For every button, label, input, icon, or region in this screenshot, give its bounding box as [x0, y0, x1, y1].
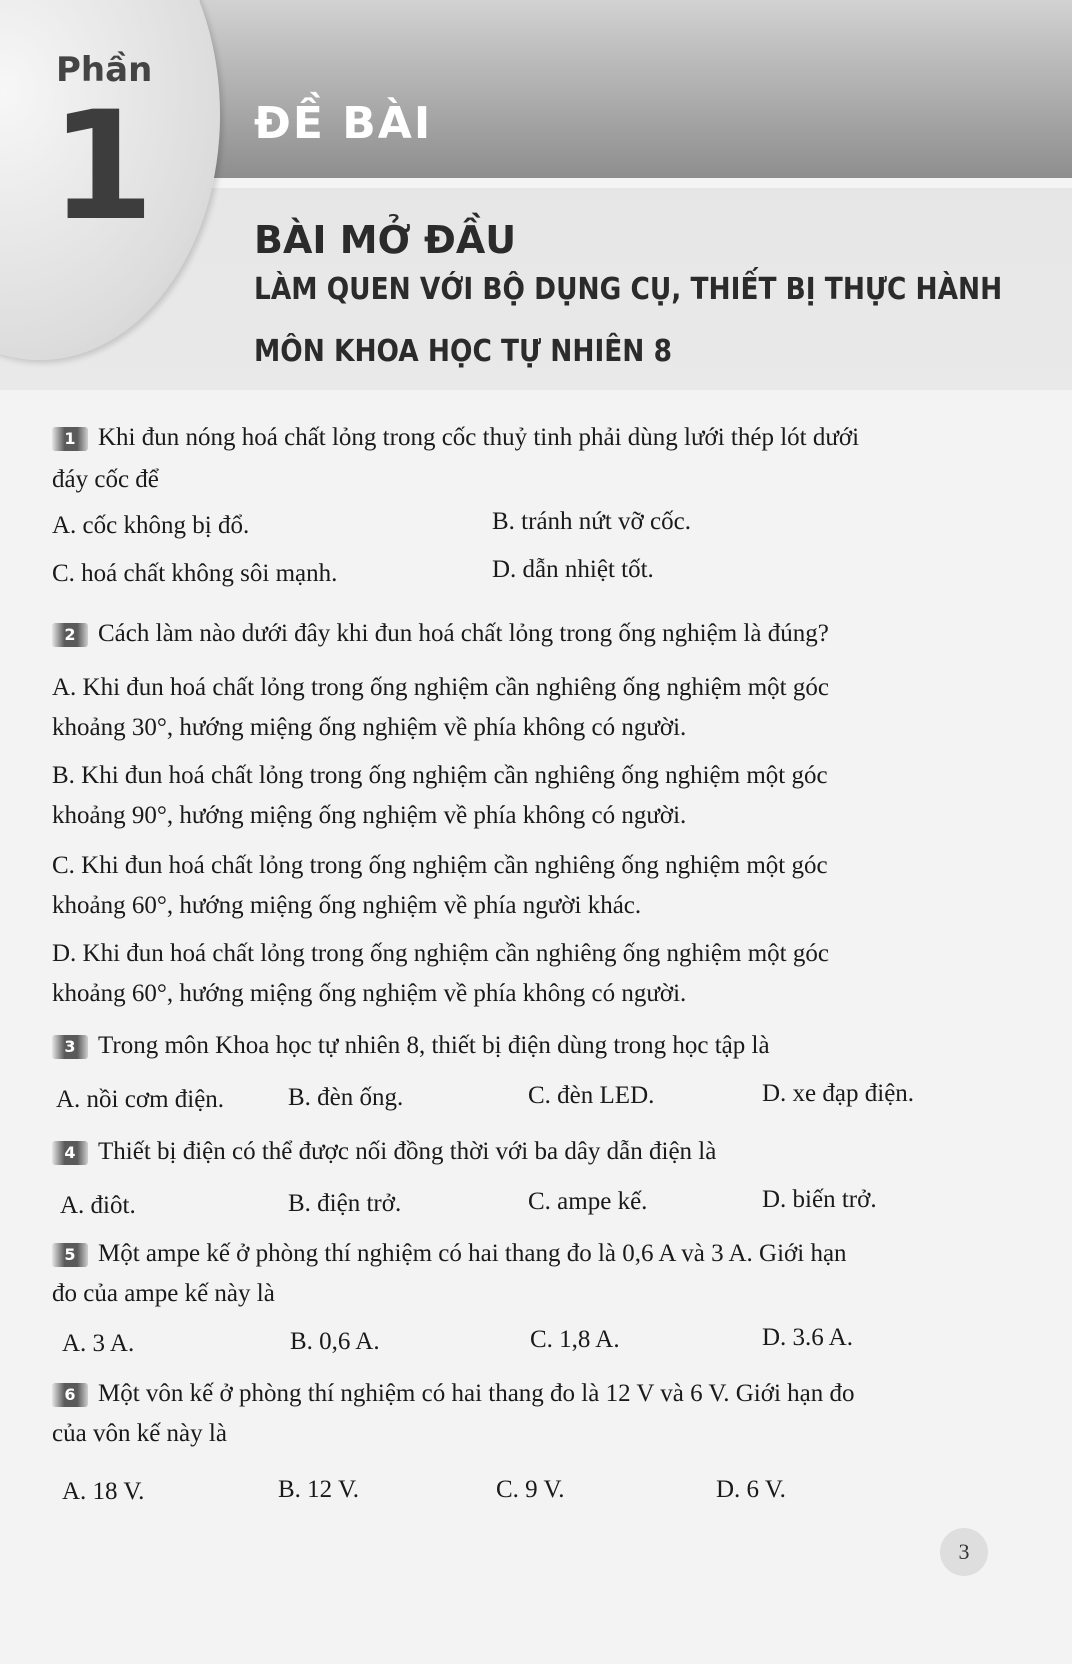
question-text: Thiết bị điện có thể được nối đồng thời với ba dây dẫn điện là	[98, 1138, 717, 1165]
question-text: Cách làm nào dưới đây khi đun hoá chất lỏng trong ống nghiệm là đúng?	[98, 620, 829, 647]
question-number-badge: 2	[52, 623, 88, 647]
question-number-badge: 6	[52, 1383, 88, 1407]
lesson-subtitle-line2: MÔN KHOA HỌC TỰ NHIÊN 8	[254, 334, 672, 369]
option-a: A. điôt.	[60, 1192, 136, 1219]
option-c: C. hoá chất không sôi mạnh.	[52, 560, 338, 587]
lesson-title: BÀI MỞ ĐẦU	[254, 218, 517, 262]
option-b: B. 12 V.	[278, 1476, 360, 1503]
question-6-continued: của vôn kế này là	[52, 1420, 227, 1447]
option-b-line1: B. Khi đun hoá chất lỏng trong ống nghiệm cần nghiêng ống nghiệm một góc	[52, 762, 828, 789]
option-b: B. điện trở.	[288, 1190, 402, 1217]
question-5-continued: đo của ampe kế này là	[52, 1280, 275, 1307]
part-label: Phần	[56, 50, 153, 90]
option-a: A. nồi cơm điện.	[56, 1086, 225, 1113]
question-number-badge: 3	[52, 1035, 88, 1059]
option-a: A. 18 V.	[62, 1478, 145, 1505]
option-c: C. ampe kế.	[528, 1188, 648, 1215]
option-d-line2: khoảng 60°, hướng miệng ống nghiệm về phía không có người.	[52, 980, 687, 1007]
option-c-line2: khoảng 60°, hướng miệng ống nghiệm về phía người khác.	[52, 892, 642, 919]
option-b-line2: khoảng 90°, hướng miệng ống nghiệm về phía không có người.	[52, 802, 687, 829]
option-d-line1: D. Khi đun hoá chất lỏng trong ống nghiệm cần nghiêng ống nghiệm một góc	[52, 940, 829, 967]
question-1-continued: đáy cốc để	[52, 466, 159, 493]
lesson-subtitle-line1: LÀM QUEN VỚI BỘ DỤNG CỤ, THIẾT BỊ THỰC HÀNH	[254, 272, 1003, 307]
option-b: B. 0,6 A.	[290, 1328, 380, 1355]
option-d: D. dẫn nhiệt tốt.	[492, 556, 654, 583]
question-3	[52, 1024, 992, 1068]
question-number-badge: 5	[52, 1243, 88, 1267]
option-d: D. 3.6 A.	[762, 1324, 853, 1351]
question-5	[52, 1232, 992, 1276]
section-title-bar	[200, 0, 1072, 178]
question-text: Trong môn Khoa học tự nhiên 8, thiết bị điện dùng trong học tập là	[98, 1032, 770, 1059]
option-c: C. 1,8 A.	[530, 1326, 620, 1353]
question-1	[52, 416, 992, 460]
option-c: C. 9 V.	[496, 1476, 565, 1503]
option-c: C. đèn LED.	[528, 1082, 655, 1109]
question-text: Một ampe kế ở phòng thí nghiệm có hai thang đo là 0,6 A và 3 A. Giới hạn	[98, 1240, 847, 1267]
section-title-bar-underline	[200, 178, 1072, 188]
section-title: ĐỀ BÀI	[254, 98, 433, 149]
option-d: D. biến trở.	[762, 1186, 877, 1213]
question-text: Một vôn kế ở phòng thí nghiệm có hai thang đo là 12 V và 6 V. Giới hạn đo	[98, 1380, 855, 1407]
question-text: Khi đun nóng hoá chất lỏng trong cốc thuỷ tinh phải dùng lưới thép lót dưới	[98, 424, 860, 451]
option-a: A. 3 A.	[62, 1330, 135, 1357]
option-a-line1: A. Khi đun hoá chất lỏng trong ống nghiệm cần nghiêng ống nghiệm một góc	[52, 674, 829, 701]
question-6	[52, 1372, 992, 1416]
option-d: D. xe đạp điện.	[762, 1080, 915, 1107]
question-number-badge: 4	[52, 1141, 88, 1165]
question-2	[52, 612, 992, 656]
option-c-line1: C. Khi đun hoá chất lỏng trong ống nghiệm cần nghiêng ống nghiệm một góc	[52, 852, 828, 879]
question-number-badge: 1	[52, 427, 88, 451]
option-b: B. đèn ống.	[288, 1084, 404, 1111]
option-b: B. tránh nứt vỡ cốc.	[492, 508, 691, 535]
question-4	[52, 1130, 992, 1174]
option-a: A. cốc không bị đổ.	[52, 512, 250, 539]
page-number: 3	[940, 1528, 988, 1576]
option-a-line2: khoảng 30°, hướng miệng ống nghiệm về phía không có người.	[52, 714, 687, 741]
part-number: 1	[50, 80, 155, 254]
option-d: D. 6 V.	[716, 1476, 786, 1503]
